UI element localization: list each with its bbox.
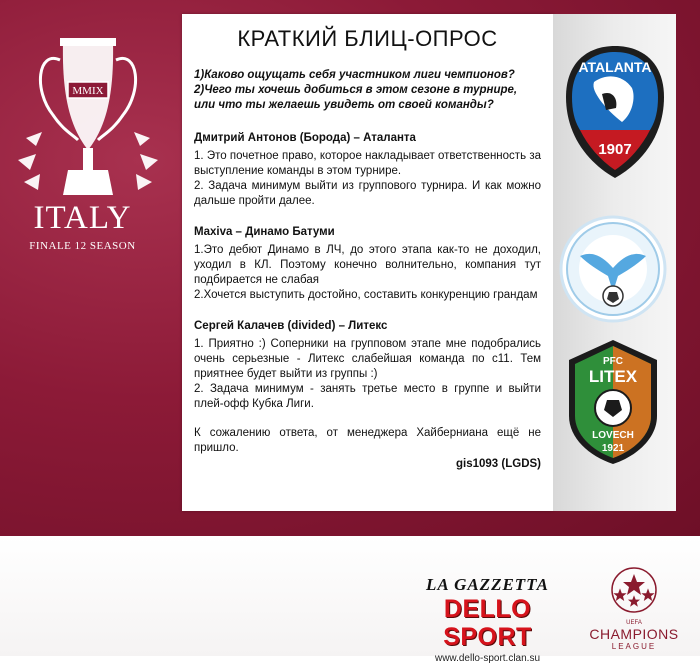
respondent-name: Дмитрий Антонов (Борода) – Аталанта (194, 132, 416, 144)
gazzetta-main: DELLO SPORT (443, 595, 532, 651)
atalanta-crest-icon (562, 42, 668, 182)
answer-2: 2. Задача минимум - занять третье место в группе и выйти плей-офф Кубка Лиги. (194, 383, 541, 410)
trophy-icon (8, 20, 168, 215)
answer-1: 1. Это почетное право, которое накладывает ответственность за выступление команды в этом турнире. (194, 150, 541, 177)
question-2: 2)Чего ты хочешь добиться в этом сезоне в турнире, или что ты желаешь увидеть от своей команды? (194, 84, 518, 111)
answer-1: 1.Это дебют Динамо в ЛЧ, до этого этапа как-то не доходил, уходил в КЛ. Поэтому конечно волнительно, компания тут подбирается не слабая (194, 244, 541, 286)
question-1: 1)Каково ощущать себя участником лиги чемпионов? (194, 69, 515, 81)
gazzetta-url[interactable]: www.dello-sport.clan.su (434, 653, 541, 664)
dinamo-batumi-crest-icon (558, 214, 668, 324)
answer-2: 2.Хочется выступить достойно, составить конкуренцию грандам (194, 289, 538, 301)
article-title: КРАТКИЙ БЛИЦ-ОПРОС (237, 26, 498, 51)
gazzetta-top: LA GAZZETTA (426, 575, 549, 594)
brand-season: FINALE 12 SEASON (29, 240, 136, 252)
brand-country: ITALY (33, 200, 132, 236)
response-block (194, 319, 541, 412)
respondent-name: Сергей Калачев (divided) – Литекс (194, 320, 388, 332)
respondent-name: Maxiva – Динамо Батуми (194, 226, 335, 238)
brand-block (0, 200, 165, 252)
litex-top: PFC (603, 356, 623, 367)
article-panel (182, 14, 553, 511)
response-block (194, 225, 541, 303)
ucl-title: CHAMPIONS (589, 626, 679, 642)
atalanta-name: ATALANTA (578, 59, 652, 75)
litex-crest-icon (565, 338, 661, 466)
ucl-uefa: UEFA (626, 620, 642, 626)
trophy-plaque: MMIX (72, 85, 104, 97)
closing-note: К сожалению ответа, от менеджера Хайберниана ещё не пришло. (194, 427, 541, 454)
article (194, 24, 541, 470)
answer-2: 2. Задача минимум выйти из группового турнира. И как можно дальше пройти далее. (194, 180, 541, 207)
litex-year: 1921 (601, 443, 625, 454)
atalanta-year: 1907 (598, 141, 632, 158)
litex-name: LITEX (588, 367, 638, 386)
response-block (194, 131, 541, 209)
answer-1: 1. Приятно :) Соперники на групповом этапе мне подобрались очень серьезные - Литекс слабейшая команда по с11. Тем приятнее будет выйти из группы :) (194, 338, 541, 380)
litex-city: LOVECH (592, 430, 634, 441)
questions (194, 68, 541, 113)
author-signature: gis1093 (LGDS) (456, 458, 541, 470)
ucl-sub: LEAGUE (611, 642, 657, 651)
gazzetta-logo (400, 575, 575, 664)
